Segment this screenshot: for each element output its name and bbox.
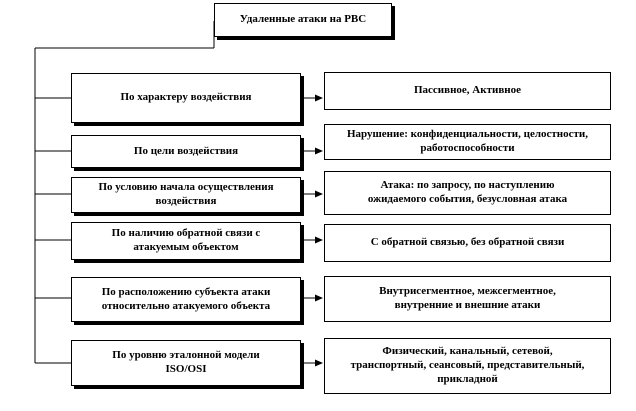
criterion-box-3	[71, 177, 301, 213]
criterion-box-2	[71, 135, 301, 168]
criterion-text: По характеру воздействия	[120, 91, 252, 104]
diagram-title	[214, 3, 392, 37]
values-text: Атака: по запросу, по наступлению ожидаемого события, безусловная атака	[367, 179, 568, 205]
diagram-title-text: Удаленные атаки на РВС	[239, 13, 367, 26]
criterion-box-5	[71, 277, 301, 322]
values-text: С обратной связью, без обратной связи	[370, 236, 565, 249]
values-text: Пассивное, Активное	[413, 84, 521, 97]
values-box-5	[324, 276, 611, 322]
values-box-3	[324, 171, 611, 215]
criterion-box-4	[71, 222, 301, 260]
values-text: Нарушение: конфиденциальности, целостности, работоспособности	[346, 128, 589, 154]
values-text: Внутрисегментное, межсегментное, внутренние и внешние атаки	[379, 285, 556, 311]
criterion-text: По цели воздействия	[133, 144, 239, 157]
values-box-2	[324, 124, 611, 160]
values-box-6	[324, 338, 611, 394]
criterion-text: По условию начала осуществления воздействия	[98, 181, 274, 207]
values-box-4	[324, 224, 611, 262]
criterion-text: По наличию обратной связи с атакуемым объектом	[111, 227, 261, 253]
values-box-1	[324, 72, 611, 110]
criterion-box-6	[71, 340, 301, 386]
criterion-text: По расположению субъекта атаки относительно атакуемого объекта	[101, 285, 271, 312]
criterion-text: По уровню эталонной модели ISO/OSI	[112, 349, 260, 375]
criterion-box-1	[71, 73, 301, 123]
values-text: Физический, канальный, сетевой, транспортный, сеансовый, представительный, прикладной	[350, 345, 585, 385]
